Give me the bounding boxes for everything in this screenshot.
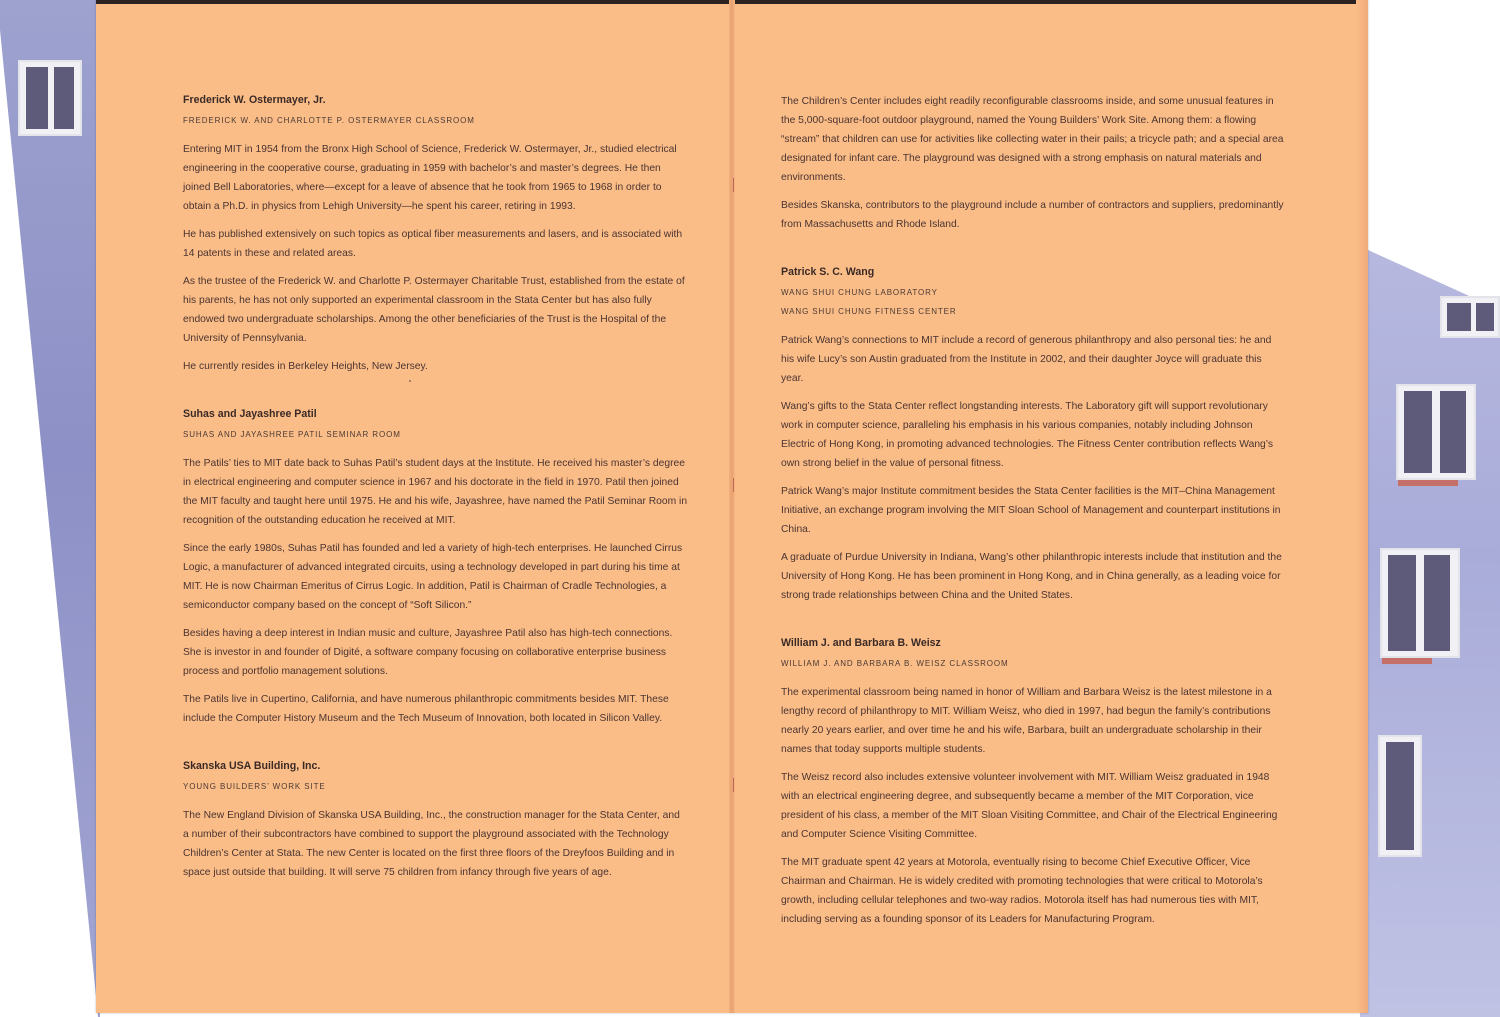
donor-facility: YOUNG BUILDERS’ WORK SITE <box>183 782 326 791</box>
background-photo-left <box>0 0 100 1017</box>
paragraph: The New England Division of Skanska USA Building, Inc., the construction manager for the Stata Center, and a number of their subcontractors have combined to support the playground associated with the Technology Children’s Center at Stata. The new Center is located on the first three floors of the Dreyfoos Building and in space just outside that building. It will serve 75 children from infancy through five years of age. <box>183 810 680 878</box>
continued-section-skanska <box>781 92 1286 234</box>
building-window <box>1440 296 1500 338</box>
paragraph: The Patils’ ties to MIT date back to Suhas Patil’s student days at the Institute. He received his master’s degree in electrical engineering and computer science in 1967 and his doctorate in the field in 1970. Patil then joined the MIT faculty and taught here until 1975. He and his wife, Jayashree, have named the Patil Seminar Room in recognition of the outstanding education he received at MIT. <box>183 458 688 526</box>
window-shadow <box>1398 480 1458 486</box>
donor-facility: WILLIAM J. AND BARBARA B. WEISZ CLASSROOM <box>781 659 1009 668</box>
spine-mark <box>733 478 734 492</box>
donor-facility: WANG SHUI CHUNG FITNESS CENTER <box>781 307 957 316</box>
donor-section-wang <box>781 264 1286 605</box>
paragraph: Besides Skanska, contributors to the playground include a number of contractors and suppliers, predominantly from Massachusetts and Rhode Island. <box>781 200 1284 230</box>
donor-facility: FREDERICK W. AND CHARLOTTE P. OSTERMAYER CLASSROOM <box>183 116 475 125</box>
donor-section-patil <box>183 406 688 728</box>
spine-mark <box>733 178 734 192</box>
paragraph: Besides having a deep interest in Indian music and culture, Jayashree Patil also has high-tech connections. She is investor in and founder of Digité, a software company focusing on collaborative enterprise business process and portfolio management solutions. <box>183 628 673 677</box>
paragraph: The experimental classroom being named in honor of William and Barbara Weisz is the latest milestone in a lengthy record of philanthropy to MIT. William Weisz, who died in 1997, had begun the family’s contributions nearly 20 years earlier, and over time he and his wife, Barbara, built an undergraduate scholarship in their names that today supports multiple students. <box>781 687 1272 755</box>
building-window <box>1396 384 1476 480</box>
donor-facility: SUHAS AND JAYASHREE PATIL SEMINAR ROOM <box>183 430 401 439</box>
paragraph: The Patils live in Cupertino, California, and have numerous philanthropic commitments besides MIT. These include the Computer History Museum and the Tech Museum of Innovation, both located in Silicon Valley. <box>183 694 669 724</box>
donor-name: William J. and Barbara B. Weisz <box>781 637 941 649</box>
donor-facility: WANG SHUI CHUNG LABORATORY <box>781 288 938 297</box>
left-page-column <box>183 92 688 912</box>
building-window <box>18 60 82 136</box>
donor-name: Skanska USA Building, Inc. <box>183 760 321 772</box>
paragraph: Entering MIT in 1954 from the Bronx High School of Science, Frederick W. Ostermayer, Jr., studied electrical engineering in the cooperative course, graduating in 1959 with bachelor’s and master’s degrees. He then joined Bell Laboratories, where—except for a leave of absence that he took from 1965 to 1968 in order to obtain a Ph.D. in physics from Lehigh University—he spent his career, retiring in 1993. <box>183 144 677 212</box>
paragraph: Patrick Wang’s connections to MIT include a record of generous philanthropy and also personal ties: he and his wife Lucy’s son Austin graduated from the Institute in 2002, and their daughter Joyce will graduate this year. <box>781 335 1272 384</box>
paragraph: The Weisz record also includes extensive volunteer involvement with MIT. William Weisz graduated in 1948 with an electrical engineering degree, and subsequently became a member of the MIT Corporation, vice president of his class, a member of the MIT Sloan Visiting Committee, and Chair of the Electrical Engineering and Computer Science Visiting Committee. <box>781 772 1278 840</box>
right-page-column <box>781 92 1286 959</box>
donor-name: Suhas and Jayashree Patil <box>183 408 317 420</box>
right-page-edge <box>1356 0 1368 1013</box>
donor-section-ostermayer <box>183 92 688 376</box>
paragraph: As the trustee of the Frederick W. and Charlotte P. Ostermayer Charitable Trust, established from the estate of his parents, he has not only supported an experimental classroom in the Stata Center but has also fully endowed two undergraduate scholarships. Among the other beneficiaries of the Trust is the Hospital of the University of Pennsylvania. <box>183 276 685 344</box>
paragraph: Since the early 1980s, Suhas Patil has founded and led a variety of high-tech enterprises. He launched Cirrus Logic, a manufacturer of advanced integrated circuits, using a technology developed in part during his time at MIT. He is now Chairman Emeritus of Cirrus Logic. In addition, Patil is Chairman of Cradle Technologies, a semiconductor company based on the concept of “Soft Silicon.” <box>183 543 683 611</box>
donor-section-skanska <box>183 758 688 882</box>
building-window <box>1380 548 1460 658</box>
booklet-spine <box>729 0 735 1013</box>
window-shadow <box>1382 658 1432 664</box>
spine-mark <box>733 778 734 792</box>
paragraph: The Children’s Center includes eight readily reconfigurable classrooms inside, and some unusual features in the 5,000-square-foot outdoor playground, named the Young Builders’ Work Site. Among them: a flowing “stream” that children can use for activities like collecting water in their pails; a tricycle path; and a special area designated for infant care. The playground was designed with a strong emphasis on natural materials and environments. <box>781 96 1284 183</box>
donor-section-weisz <box>781 635 1286 929</box>
donor-name: Patrick S. C. Wang <box>781 266 875 278</box>
paragraph: The MIT graduate spent 42 years at Motorola, eventually rising to become Chief Executive Officer, Vice Chairman and Chairman. He is widely credited with promoting technologies that were critical to Motorola’s growth, including cellular telephones and two-way radios. Motorola itself has had numerous ties with MIT, including serving as a founding sponsor of its Leaders for Manufacturing Program. <box>781 857 1263 925</box>
building-window <box>1378 735 1422 857</box>
paragraph: He has published extensively on such topics as optical fiber measurements and lasers, and is associated with 14 patents in these and related areas. <box>183 229 683 259</box>
donor-name: Frederick W. Ostermayer, Jr. <box>183 94 326 106</box>
paragraph: Patrick Wang’s major Institute commitment besides the Stata Center facilities is the MIT–China Management Initiative, an exchange program involving the MIT Sloan School of Management and counterpart institutions in China. <box>781 486 1281 535</box>
paragraph: He currently resides in Berkeley Heights, New Jersey. <box>183 361 428 372</box>
paragraph: Wang’s gifts to the Stata Center reflect longstanding interests. The Laboratory gift will support revolutionary work in computer science, paralleling his emphasis in his various companies, notably including Johnson Electric of Hong Kong, in promoting advanced technologies. The Fitness Center contribution reflects Wang’s own strong belief in the value of personal fitness. <box>781 401 1274 469</box>
paragraph: A graduate of Purdue University in Indiana, Wang’s other philanthropic interests include that institution and the University of Hong Kong. He has been prominent in Hong Kong, and in China generally, as a leading voice for strong trade relationships between China and the United States. <box>781 552 1282 601</box>
